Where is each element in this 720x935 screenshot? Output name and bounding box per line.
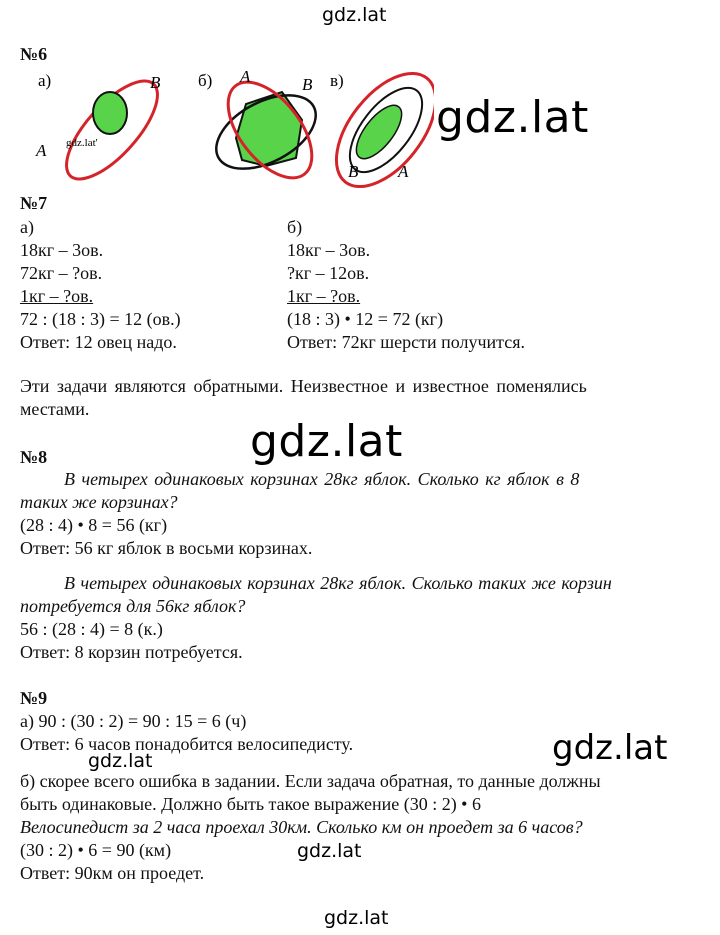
watermark-inner: gdz.lat' xyxy=(66,137,98,149)
task9-b-task: Велосипедист за 2 часа проехал 30км. Сколько км он проедет за 6 часов? xyxy=(20,817,583,837)
diagram-b xyxy=(204,67,328,193)
task8-answer2: Ответ: 8 корзин потребуется. xyxy=(20,642,243,662)
diagram-b-set-a: A xyxy=(240,67,251,86)
task7-left-line: 72кг – ?ов. xyxy=(20,263,103,283)
task9-b-text: б) скорее всего ошибка в задании. Если задача обратная, то данные должны xyxy=(20,771,601,791)
task9-number: №9 xyxy=(20,688,48,708)
diagram-a-set-a: A xyxy=(36,141,47,160)
task7-note: местами. xyxy=(20,399,90,419)
watermark-large: gdz.lat xyxy=(436,92,589,143)
task9-b-calc: (30 : 2) • 6 = 90 (км) xyxy=(20,840,172,860)
task9-a-answer: Ответ: 6 часов понадобится велосипедисту. xyxy=(20,734,354,754)
task8-problem1: таких же корзинах? xyxy=(20,492,178,512)
diagram-c-label: в) xyxy=(330,71,344,90)
task8-number: №8 xyxy=(20,447,48,467)
task7-right-calc: (18 : 3) • 12 = 72 (кг) xyxy=(287,309,444,329)
watermark-large: gdz.lat xyxy=(250,416,403,467)
diagram-a xyxy=(35,67,172,193)
task6-number: №6 xyxy=(20,44,48,64)
diagram-b-set-b: B xyxy=(302,75,313,94)
task7-left-label: а) xyxy=(20,217,34,237)
task8-calc2: 56 : (28 : 4) = 8 (к.) xyxy=(20,619,163,639)
diagram-c-set-b: B xyxy=(348,162,359,181)
task7-left-answer: Ответ: 12 овец надо. xyxy=(20,332,177,352)
task8-problem1: В четырех одинаковых корзинах 28кг яблок. Сколько кг яблок в 8 xyxy=(64,469,580,489)
diagram-b-label: б) xyxy=(198,71,213,90)
task7-number: №7 xyxy=(20,193,48,213)
task7-right-line: ?кг – 12ов. xyxy=(287,263,370,283)
watermark-large: gdz.lat xyxy=(552,728,668,768)
task8-problem2: В четырех одинаковых корзинах 28кг яблок. Сколько таких же корзин xyxy=(64,573,612,593)
watermark-small: gdz.lat xyxy=(297,840,362,862)
watermark-top: gdz.lat xyxy=(322,4,387,26)
task7-right-label: б) xyxy=(287,217,303,237)
diagram-c-set-a: A xyxy=(398,162,409,181)
intersection-area xyxy=(236,92,302,166)
task7-right-answer: Ответ: 72кг шерсти получится. xyxy=(287,332,525,352)
task8-calc1: (28 : 4) • 8 = 56 (кг) xyxy=(20,515,168,535)
task8-problem2: потребуется для 56кг яблок? xyxy=(20,596,246,616)
set-b-inner-circle xyxy=(93,92,127,134)
task8-answer1: Ответ: 56 кг яблок в восьми корзинах. xyxy=(20,538,313,558)
task9-b-answer: Ответ: 90км он проедет. xyxy=(20,863,205,883)
task7-right-line: 1кг – ?ов. xyxy=(287,286,361,306)
task7-note: Эти задачи являются обратными. Неизвестное и известное поменялись xyxy=(20,376,587,396)
task9-a-calc: а) 90 : (30 : 2) = 90 : 15 = 6 (ч) xyxy=(20,711,247,731)
task7-left-line: 18кг – 3ов. xyxy=(20,240,104,260)
watermark-bottom: gdz.lat xyxy=(324,907,389,929)
task7-left-line: 1кг – ?ов. xyxy=(20,286,94,306)
set-diagrams xyxy=(14,60,434,195)
task7-right-line: 18кг – 3ов. xyxy=(287,240,371,260)
task7-left-calc: 72 : (18 : 3) = 12 (ов.) xyxy=(20,309,181,329)
task9-b-text: быть одинаковые. Должно быть такое выражение (30 : 2) • 6 xyxy=(20,794,481,814)
diagram-a-label: а) xyxy=(38,71,52,90)
watermark-small: gdz.lat xyxy=(88,750,153,772)
diagram-a-set-b: B xyxy=(150,73,161,92)
